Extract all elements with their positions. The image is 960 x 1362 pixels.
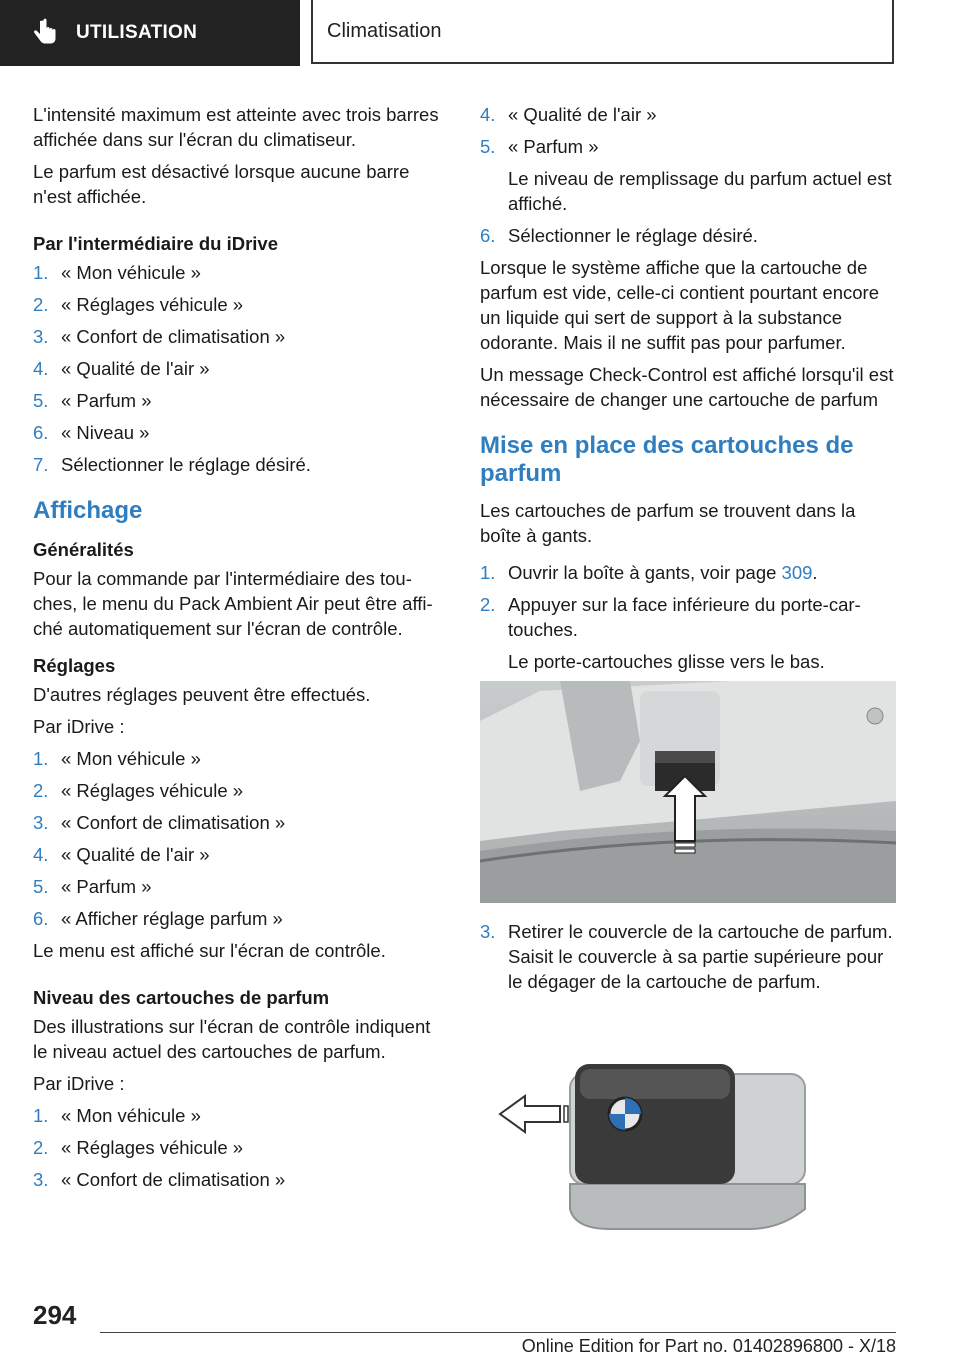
- chapter-title: Climatisation: [327, 19, 442, 42]
- footer-edition: Online Edition for Part no. 01402896800 - X/18: [521, 1336, 896, 1356]
- list-item: 3. « Confort de climatisation »: [33, 1169, 286, 1190]
- list-item: 2. « Réglages véhicule »: [33, 294, 244, 315]
- list-item: 2. Appuyer sur la face inférieure du porte-cartouches.: [480, 594, 861, 640]
- footer-divider: [100, 1332, 896, 1333]
- paragraph: D'autres réglages peuvent être effectués.: [33, 684, 371, 705]
- paragraph: Le parfum est désactivé lorsque aucune barre n'est affichée.: [33, 161, 410, 207]
- list-item: 5. « Parfum »: [33, 390, 152, 411]
- step-note: Le niveau de remplissage du parfum actuel est affiché.: [508, 168, 892, 214]
- steps-list-continued-2: [480, 223, 896, 248]
- list-item: 4. « Qualité de l'air »: [33, 844, 210, 865]
- subheading-generalites: Généralités: [33, 539, 134, 560]
- subheading-niveau: Niveau des cartouches de parfum: [33, 987, 330, 1008]
- hand-pointer-icon: [30, 18, 60, 48]
- paragraph: L'intensité maximum est atteinte avec trois barres affichée dans sur l'écran du climatiseur.: [33, 104, 439, 150]
- cartridge-diagram: [480, 1044, 896, 1244]
- steps-list-2: [33, 746, 448, 931]
- list-item: 1. Ouvrir la boîte à gants, voir page 309.: [480, 562, 818, 583]
- left-column: [33, 102, 448, 1199]
- section-tab: [0, 0, 300, 66]
- heading-affichage: Affichage: [33, 497, 143, 524]
- paragraph: Le menu est affiché sur l'écran de contrôle.: [33, 940, 386, 961]
- subheading-reglages: Réglages: [33, 655, 116, 676]
- steps-list-continued: [480, 102, 896, 159]
- list-item: 5. « Parfum »: [480, 136, 599, 157]
- glovebox-photo: [480, 681, 896, 903]
- step-note: Le porte-cartouches glisse vers le bas.: [508, 651, 825, 672]
- list-item: 6. « Niveau »: [33, 422, 150, 443]
- paragraph: Par iDrive :: [33, 1073, 125, 1094]
- right-column: [480, 102, 896, 1244]
- list-item: 3. « Confort de climatisation »: [33, 812, 286, 833]
- list-item: 6. « Afficher réglage parfum »: [33, 908, 283, 929]
- steps-list-1: [33, 260, 448, 477]
- page-number: 294: [33, 1300, 77, 1330]
- list-item: 1. « Mon véhicule »: [33, 1105, 201, 1126]
- list-item: 5. « Parfum »: [33, 876, 152, 897]
- list-item: 6. Sélectionner le réglage désiré.: [480, 225, 758, 246]
- paragraph: Lorsque le système affiche que la cartouche de parfum est vide, celle-ci contient pourtant encore un liquide qui sert de support à la substance odorante. Mais il ne suffit pas pour parfumer.: [480, 257, 879, 353]
- subheading-idrive: Par l'intermédiaire du iDrive: [33, 233, 278, 254]
- page-link[interactable]: 309: [781, 562, 813, 583]
- list-item: 4. « Qualité de l'air »: [480, 104, 657, 125]
- list-item: 4. « Qualité de l'air »: [33, 358, 210, 379]
- list-item: 1. « Mon véhicule »: [33, 748, 201, 769]
- paragraph: Pour la commande par l'intermédiaire des touches, le menu du Pack Ambient Air peut être affiché automatiquement sur l'écran de contrôle.: [33, 568, 433, 639]
- install-steps-2: [480, 919, 896, 994]
- paragraph: Les cartouches de parfum se trouvent dans la boîte à gants.: [480, 500, 856, 546]
- list-item: 2. « Réglages véhicule »: [33, 780, 244, 801]
- list-item: 1. « Mon véhicule »: [33, 262, 201, 283]
- list-item: 3. « Confort de climatisation »: [33, 326, 286, 347]
- chapter-header: [311, 0, 894, 64]
- paragraph: Par iDrive :: [33, 716, 125, 737]
- steps-list-3: [33, 1103, 448, 1192]
- list-item: 2. « Réglages véhicule »: [33, 1137, 244, 1158]
- paragraph: Un message Check-Control est affiché lorsqu'il est nécessaire de changer une cartouche de parfum: [480, 364, 894, 410]
- paragraph: Des illustrations sur l'écran de contrôle indiquent le niveau actuel des cartouches de parfum.: [33, 1016, 431, 1062]
- heading-mise-en-place: Mise en place des cartouches de parfum: [480, 432, 854, 487]
- list-item: 7. Sélectionner le réglage désiré.: [33, 454, 311, 475]
- section-title: UTILISATION: [76, 22, 198, 43]
- install-steps: [480, 560, 896, 642]
- list-item: 3. Retirer le couvercle de la cartouche de parfum. Saisit le couvercle à sa partie supérieure pour le dégager de la cartouche de parfum.: [480, 921, 893, 992]
